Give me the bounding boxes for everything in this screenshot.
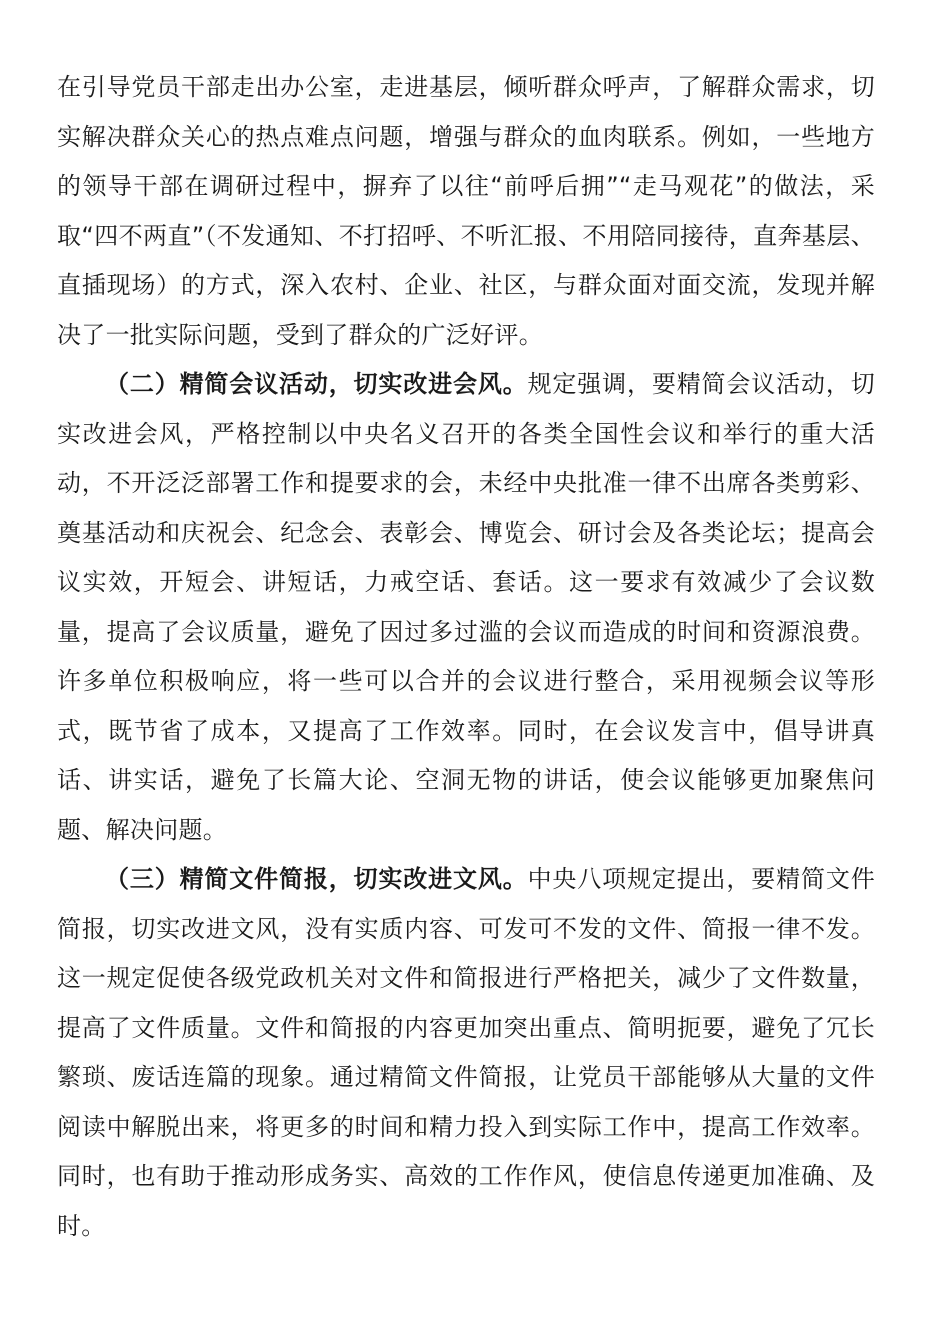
- paragraph-continued: [57, 63, 875, 360]
- document-body: [57, 63, 875, 1251]
- section-heading-2: （二）精简会议活动，切实改进会风。: [105, 370, 528, 398]
- paragraph-text: 在引导党员干部走出办公室，走进基层，倾听群众呼声，了解群众需求，切实解决群众关心的热点难点问题，增强与群众的血肉联系。例如，一些地方的领导干部在调研过程中，摒弃了以往“前呼后拥”“走马观花”的做法，采取“四不两直”（不发通知、不打招呼、不听汇报、不用陪同接待，直奔基层、直插现场）的方式，深入农村、企业、社区，与群众面对面交流，发现并解决了一批实际问题，受到了群众的广泛好评。: [57, 73, 875, 349]
- paragraph-section-3: [57, 855, 875, 1251]
- paragraph-text: 规定强调，要精简会议活动，切实改进会风，严格控制以中央名义召开的各类全国性会议和举行的重大活动，不开泛泛部署工作和提要求的会，未经中央批准一律不出席各类剪彩、奠基活动和庆祝会、纪念会、表彰会、博览会、研讨会及各类论坛；提高会议实效，开短会、讲短话，力戒空话、套话。这一要求有效减少了会议数量，提高了会议质量，避免了因过多过滥的会议而造成的时间和资源浪费。许多单位积极响应，将一些可以合并的会议进行整合，采用视频会议等形式，既节省了成本，又提高了工作效率。同时，在会议发言中，倡导讲真话、讲实话，避免了长篇大论、空洞无物的讲话，使会议能够更加聚焦问题、解决问题。: [57, 370, 875, 844]
- section-heading-3: （三）精简文件简报，切实改进文风。: [105, 865, 528, 893]
- paragraph-text: 中央八项规定提出，要精简文件简报，切实改进文风，没有实质内容、可发可不发的文件、简报一律不发。这一规定促使各级党政机关对文件和简报进行严格把关，减少了文件数量，提高了文件质量。文件和简报的内容更加突出重点、简明扼要，避免了冗长繁琐、废话连篇的现象。通过精简文件简报，让党员干部能够从大量的文件阅读中解脱出来，将更多的时间和精力投入到实际工作中，提高工作效率。同时，也有助于推动形成务实、高效的工作作风，使信息传递更加准确、及时。: [57, 865, 875, 1240]
- paragraph-section-2: [57, 360, 875, 855]
